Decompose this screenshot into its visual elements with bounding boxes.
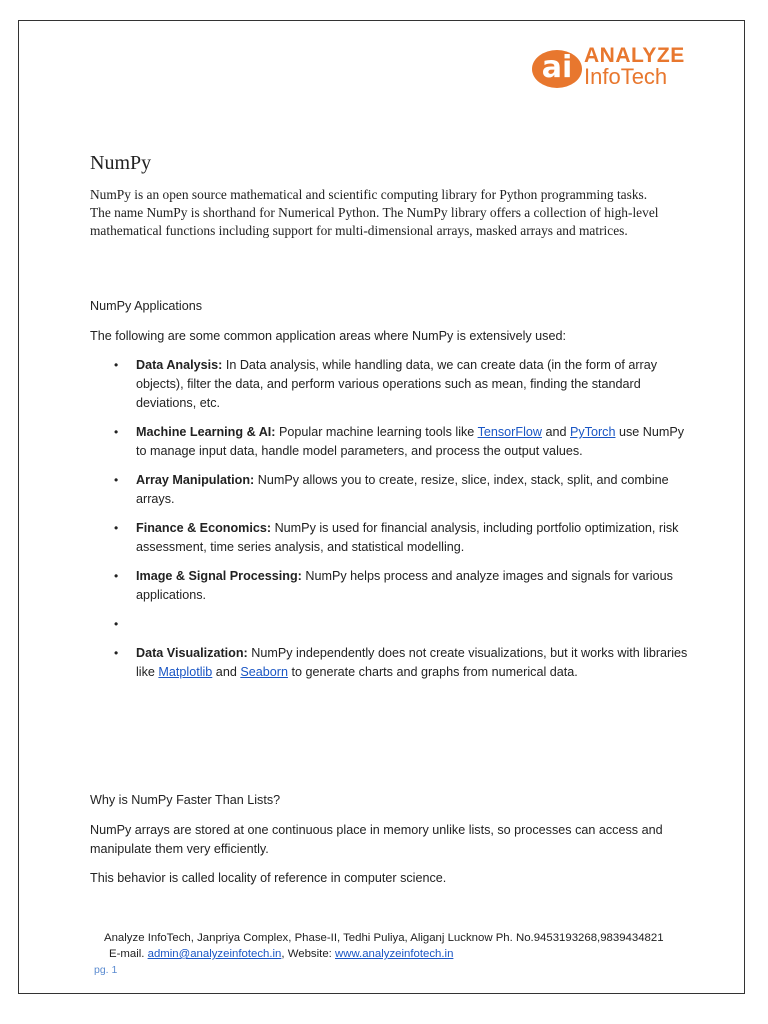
list-item bbox=[90, 519, 690, 557]
item-title: Machine Learning & AI: bbox=[136, 425, 276, 439]
applications-list bbox=[90, 356, 690, 692]
bullet-icon: • bbox=[114, 646, 119, 660]
item-text: Popular machine learning tools like bbox=[275, 425, 478, 439]
logo-mark-icon: ai bbox=[532, 50, 582, 88]
footer bbox=[104, 930, 664, 962]
matplotlib-link[interactable]: Matplotlib bbox=[158, 665, 213, 679]
pytorch-link[interactable]: PyTorch bbox=[569, 425, 616, 439]
item-text: and bbox=[541, 425, 570, 439]
item-title: Data Visualization: bbox=[136, 646, 248, 660]
item-title: Data Analysis: bbox=[136, 358, 223, 372]
item-text: and bbox=[212, 665, 241, 679]
item-text: NumPy helps process and analyze images and signals for various applications. bbox=[136, 569, 673, 602]
company-logo bbox=[532, 44, 685, 94]
list-item bbox=[90, 644, 690, 682]
faster-heading: Why is NumPy Faster Than Lists? bbox=[90, 793, 281, 807]
locality-paragraph: This behavior is called locality of reference in computer science. bbox=[90, 871, 447, 885]
item-title: Image & Signal Processing: bbox=[136, 569, 302, 583]
list-item bbox=[90, 356, 690, 413]
item-title: Array Manipulation: bbox=[136, 473, 255, 487]
logo-line1: ANALYZE bbox=[584, 44, 685, 67]
intro-paragraph: NumPy is an open source mathematical and scientific computing library for Python programming tasks. The name NumPy is shorthand for Numerical Python. The NumPy library offers a collection of high-level mathematical functions including support for multi-dimensional arrays, masked arrays and matrices. bbox=[90, 187, 659, 238]
list-item bbox=[90, 471, 690, 509]
item-text: NumPy allows you to create, resize, slice, index, stack, split, and combine arrays. bbox=[136, 473, 669, 506]
website-label: , Website: bbox=[281, 948, 335, 960]
website-link[interactable]: www.analyzeinfotech.in bbox=[335, 948, 454, 960]
list-item bbox=[90, 567, 690, 605]
logo-line2: InfoTech bbox=[584, 64, 668, 89]
footer-address: Analyze InfoTech, Janpriya Complex, Phase-II, Tedhi Puliya, Aliganj Lucknow Ph. No.9453193268,9839434821 bbox=[104, 932, 664, 944]
email-link[interactable]: admin@analyzeinfotech.in bbox=[147, 948, 282, 960]
item-title: Finance & Economics: bbox=[136, 521, 272, 535]
bullet-icon: • bbox=[114, 521, 119, 535]
item-text: NumPy is used for financial analysis, including portfolio optimization, risk assessment, time series analysis, and statistical modelling. bbox=[136, 521, 679, 554]
item-text: use NumPy to manage input data, handle model parameters, and process the output values. bbox=[136, 425, 685, 458]
bullet-icon: • bbox=[114, 425, 119, 439]
faster-paragraph: NumPy arrays are stored at one continuous place in memory unlike lists, so processes can access and manipulate them very efficiently. bbox=[90, 823, 663, 856]
item-text: to generate charts and graphs from numerical data. bbox=[287, 665, 578, 679]
list-item bbox=[90, 423, 690, 461]
seaborn-link[interactable]: Seaborn bbox=[240, 665, 288, 679]
bullet-icon: • bbox=[114, 473, 119, 487]
bullet-icon: • bbox=[114, 569, 119, 583]
bullet-icon: • bbox=[114, 617, 119, 631]
item-text: NumPy independently does not create visualizations, but it works with libraries like bbox=[136, 646, 688, 679]
applications-lead: The following are some common application areas where NumPy is extensively used: bbox=[90, 329, 566, 343]
bullet-icon: • bbox=[114, 358, 119, 372]
email-label: E-mail. bbox=[109, 948, 148, 960]
applications-heading: NumPy Applications bbox=[90, 299, 202, 313]
list-item-empty bbox=[90, 615, 690, 634]
tensorflow-link[interactable]: TensorFlow bbox=[477, 425, 542, 439]
footer-contact bbox=[104, 946, 664, 962]
item-text: In Data analysis, while handling data, we can create data (in the form of array objects), filter the data, and perform various operations such as mean, finding the standard deviations, etc. bbox=[136, 358, 658, 410]
page-title: NumPy bbox=[90, 152, 152, 174]
page-number: pg. 1 bbox=[94, 964, 118, 976]
